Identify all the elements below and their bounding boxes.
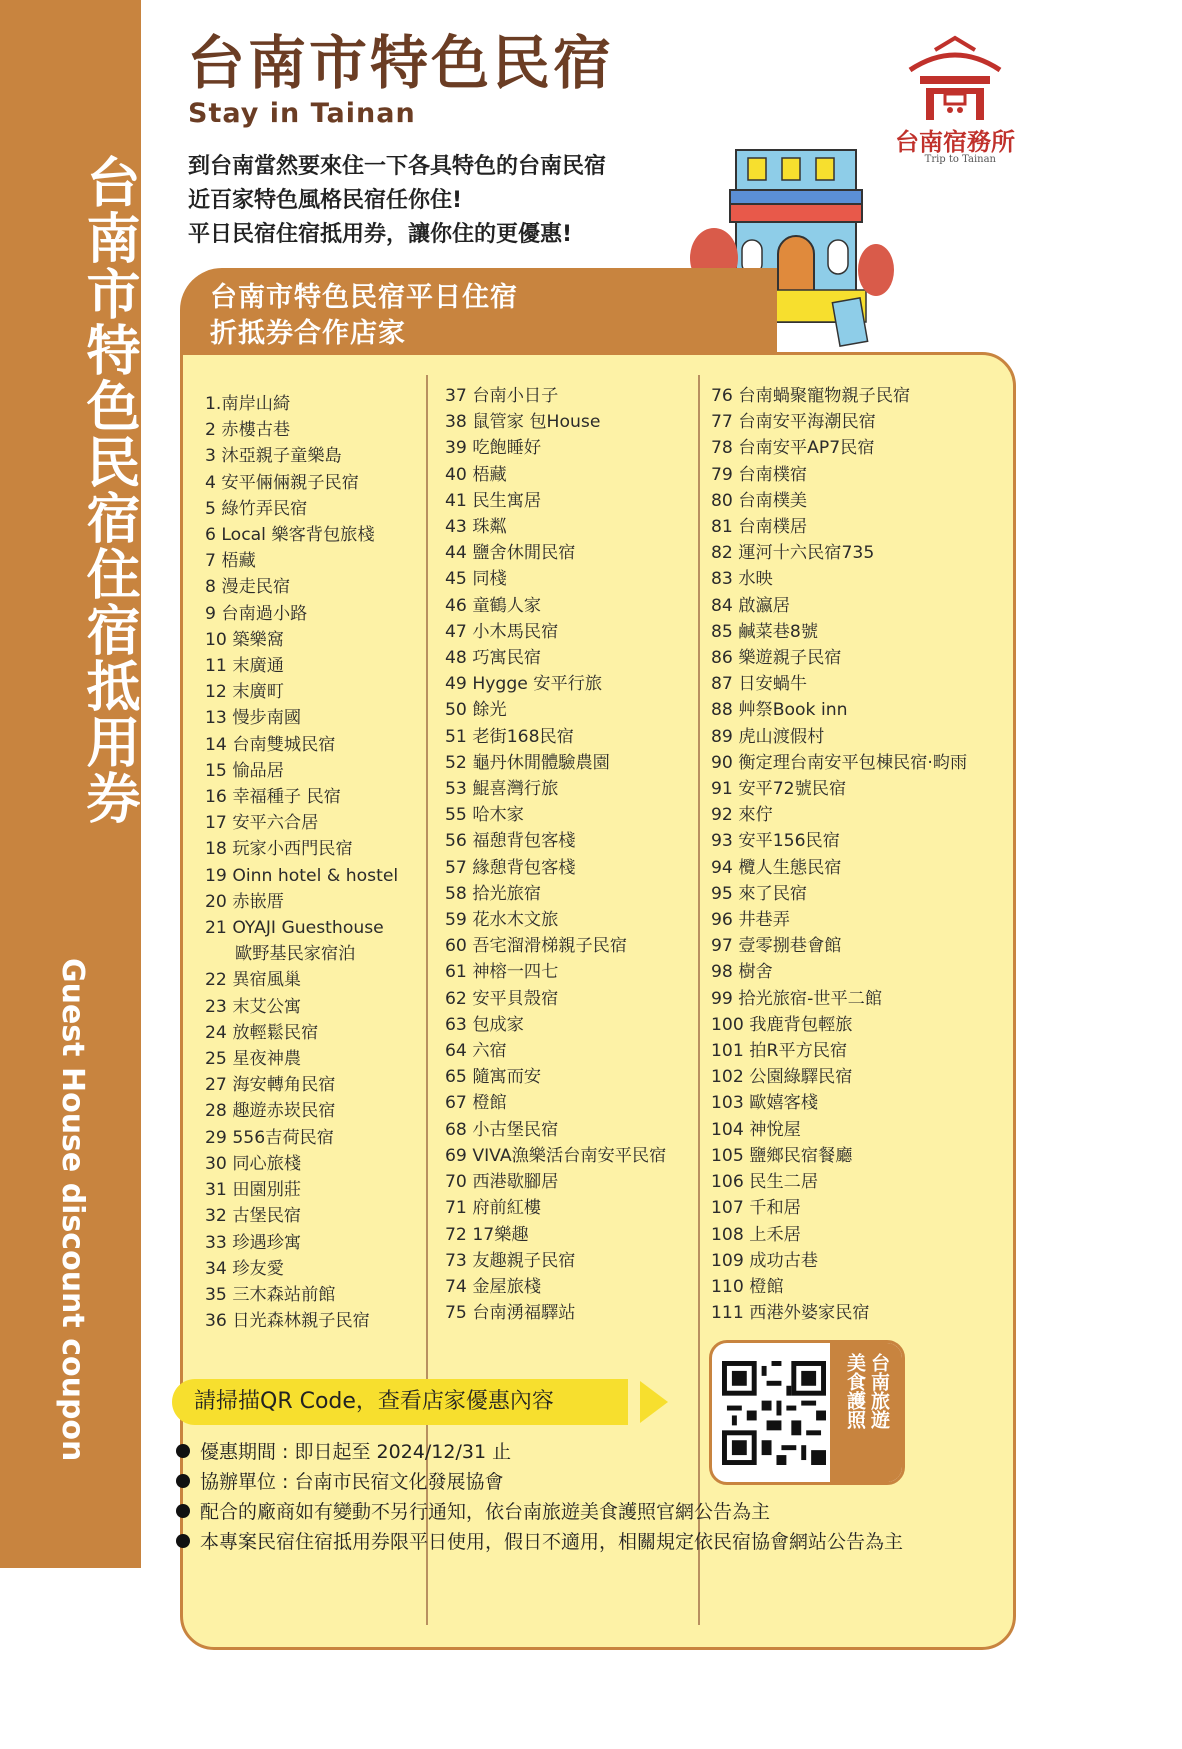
partner-item: 8 漫走民宿: [205, 577, 291, 598]
partner-item: 109 成功古巷: [711, 1250, 819, 1271]
partner-item: 82 運河十六民宿735: [711, 543, 875, 564]
partner-item: 61 神榕一四七: [445, 962, 559, 983]
partner-column-1: [205, 391, 425, 1334]
partner-item: 11 末廣通: [205, 656, 284, 677]
partner-item: 108 上禾居: [711, 1224, 801, 1245]
partner-item: 92 來佇: [711, 805, 773, 826]
partner-item: 23 末艾公寓: [205, 996, 302, 1017]
partner-item: 6 Local 樂客背包旅棧: [205, 525, 375, 546]
partner-item: 85 鹹菜巷8號: [711, 621, 819, 642]
partner-item: 24 放輕鬆民宿: [205, 1022, 319, 1043]
partner-item: 77 台南安平海潮民宿: [711, 412, 876, 433]
partner-item: 3 沐亞親子童樂島: [205, 446, 342, 467]
partner-item: 56 福憩背包客棧: [445, 831, 576, 852]
notes-list: [176, 1437, 903, 1557]
partner-item: 18 玩家小西門民宿: [205, 839, 353, 860]
partner-item: 34 珍友愛: [205, 1258, 284, 1279]
partner-item: 49 Hygge 安平行旅: [445, 674, 603, 695]
partner-item: 96 井巷弄: [711, 910, 790, 931]
intro-line: 平日民宿住宿抵用券，讓你住的更優惠!: [188, 222, 573, 247]
passport-label-line: 台南旅遊: [868, 1353, 890, 1429]
note-item: [176, 1437, 903, 1467]
partner-column-2: [445, 383, 690, 1326]
partner-item: 1.南岸山綺: [205, 394, 291, 414]
partner-item: 63 包成家: [445, 1014, 524, 1035]
partner-item: 50 餘光: [445, 700, 507, 721]
partner-column-3: [711, 383, 1011, 1326]
bullet-icon: [176, 1474, 190, 1488]
partner-item: 27 海安轉角民宿: [205, 1075, 336, 1096]
partner-item: 72 17樂趣: [445, 1224, 529, 1245]
partner-item: 88 艸祭Book inn: [711, 700, 848, 721]
partner-item: 111 西港外婆家民宿: [711, 1303, 870, 1324]
partner-item: 83 水映: [711, 569, 773, 590]
partner-item: 79 台南樸宿: [711, 464, 808, 485]
partner-item: 12 末廣町: [205, 682, 284, 703]
note-item: [176, 1467, 903, 1497]
logo-text: 台南宿務所: [895, 127, 1015, 156]
qr-prompt-bar: [172, 1379, 628, 1425]
partner-item: 45 同棧: [445, 569, 507, 590]
partner-item: 97 壹零捌巷會館: [711, 936, 842, 957]
sidebar-subtitle: Guest House discount coupon: [55, 958, 90, 1462]
page-title: 台南市特色民宿: [187, 29, 615, 97]
intro-line: 近百家特色風格民宿任你住!: [188, 188, 463, 213]
qr-prompt-text: 請掃描QR Code，查看店家優惠內容: [194, 1389, 554, 1414]
partner-item: 76 台南蝸聚寵物親子民宿: [711, 386, 911, 406]
partner-item: 17 安平六合居: [205, 813, 319, 834]
partner-item: 16 幸福種子 民宿: [205, 787, 341, 808]
partner-item: 33 珍遇珍寓: [205, 1232, 302, 1253]
partner-item: 46 童鶴人家: [445, 595, 542, 616]
partner-item: 75 台南湧福驛站: [445, 1303, 576, 1324]
partner-item: 105 鹽鄉民宿餐廳: [711, 1145, 853, 1166]
partner-banner: [180, 268, 777, 354]
partner-item: 71 府前紅樓: [445, 1198, 542, 1219]
note-text: 優惠期間 : 即日起至 2024/12/31 止: [200, 1441, 512, 1463]
bullet-icon: [176, 1444, 190, 1458]
partner-item: 93 安平156民宿: [711, 831, 840, 852]
partner-item: 53 鯤喜灣行旅: [445, 779, 559, 800]
partner-item: 81 台南樸居: [711, 517, 808, 538]
partner-item: 21 OYAJI Guesthouse: [205, 918, 384, 939]
partner-item: 歐野基民家宿泊: [235, 944, 356, 965]
partner-item: 80 台南樸美: [711, 490, 808, 511]
partner-item: 99 拾光旅宿-世平二館: [711, 988, 883, 1009]
partner-item: 19 Oinn hotel & hostel: [205, 865, 399, 886]
partner-item: 51 老街168民宿: [445, 726, 574, 747]
partner-item: 60 吾宅溜滑梯親子民宿: [445, 936, 628, 957]
partner-item: 55 哈木家: [445, 805, 524, 826]
partner-item: 52 龜丹休閒體驗農園: [445, 752, 610, 773]
intro-text: [188, 150, 606, 252]
partner-item: 48 巧寓民宿: [445, 648, 542, 669]
partner-item: 40 梧藏: [445, 464, 507, 485]
partner-item: 9 台南過小路: [205, 603, 308, 624]
partner-item: 35 三木森站前館: [205, 1284, 336, 1305]
partner-item: 78 台南安平AP7民宿: [711, 438, 875, 459]
partner-item: 29 556吉荷民宿: [205, 1127, 334, 1148]
partner-item: 2 赤樓古巷: [205, 420, 291, 441]
banner-line: 折抵券合作店家: [210, 318, 406, 349]
partner-item: 36 日光森林親子民宿: [205, 1311, 370, 1332]
partner-item: 14 台南雙城民宿: [205, 734, 336, 755]
partner-item: 41 民生寓居: [445, 490, 542, 511]
sidebar: [0, 0, 141, 1568]
partner-item: 98 樹舍: [711, 962, 773, 983]
partner-item: 4 安平倆倆親子民宿: [205, 472, 359, 493]
note-text: 配合的廠商如有變動不另行通知，依台南旅遊美食護照官網公告為主: [200, 1501, 771, 1523]
partner-item: 89 虎山渡假村: [711, 726, 825, 747]
note-text: 本專案民宿住宿抵用券限平日使用，假日不適用，相關規定依民宿協會網站公告為主: [200, 1531, 904, 1553]
partner-item: 59 花水木文旅: [445, 910, 559, 931]
logo-subtext: Trip to Tainan: [924, 154, 996, 165]
partner-item: 69 VIVA漁樂活台南安平民宿: [445, 1145, 667, 1166]
partner-item: 10 築樂窩: [205, 629, 284, 650]
partner-item: 5 綠竹弄民宿: [205, 498, 308, 519]
partner-item: 13 慢步南國: [205, 708, 302, 729]
partner-item: 22 異宿風巢: [205, 970, 302, 991]
partner-item: 32 古堡民宿: [205, 1206, 302, 1227]
partner-item: 30 同心旅棧: [205, 1153, 302, 1174]
partner-item: 25 星夜神農: [205, 1049, 302, 1070]
partner-item: 68 小古堡民宿: [445, 1119, 559, 1140]
partner-item: 87 日安蝸牛: [711, 674, 808, 695]
note-item: [176, 1497, 903, 1527]
partner-item: 102 公園綠驛民宿: [711, 1067, 853, 1088]
partner-item: 73 友趣親子民宿: [445, 1250, 576, 1271]
partner-item: 58 拾光旅宿: [445, 883, 542, 904]
partner-item: 100 我鹿背包輕旅: [711, 1014, 853, 1035]
note-item: [176, 1527, 903, 1557]
partner-item: 106 民生二居: [711, 1172, 819, 1193]
partner-item: 67 橙館: [445, 1093, 507, 1114]
banner-line: 台南市特色民宿平日住宿: [210, 282, 518, 313]
partner-item: 86 樂遊親子民宿: [711, 648, 842, 669]
partner-item: 20 赤嵌厝: [205, 891, 284, 912]
bullet-icon: [176, 1534, 190, 1548]
partner-item: 95 來了民宿: [711, 883, 808, 904]
partner-item: 47 小木馬民宿: [445, 621, 559, 642]
partner-item: 84 啟瀛居: [711, 595, 790, 616]
partner-item: 57 緣憩背包客棧: [445, 857, 576, 878]
partner-item: 101 拍R平方民宿: [711, 1041, 848, 1062]
partner-item: 7 梧藏: [205, 551, 256, 572]
partner-item: 110 橙館: [711, 1276, 784, 1297]
partner-item: 31 田園別莊: [205, 1180, 302, 1201]
partner-item: 70 西港歇腳居: [445, 1172, 559, 1193]
partner-item: 107 千和居: [711, 1198, 801, 1219]
partner-item: 44 鹽舍休閒民宿: [445, 543, 576, 564]
partner-item: 91 安平72號民宿: [711, 779, 847, 800]
bullet-icon: [176, 1504, 190, 1518]
page-subtitle: Stay in Tainan: [188, 98, 416, 129]
partner-item: 38 鼠管家 包House: [445, 412, 601, 433]
intro-line: 到台南當然要來住一下各具特色的台南民宿: [188, 154, 607, 179]
partner-item: 15 愉品居: [205, 760, 284, 781]
partner-item: 104 神悅屋: [711, 1119, 801, 1140]
partner-item: 28 趣遊赤崁民宿: [205, 1101, 336, 1122]
partner-item: 37 台南小日子: [445, 386, 559, 406]
partner-item: 64 六宿: [445, 1041, 507, 1062]
note-text: 協辦單位 : 台南市民宿文化發展協會: [200, 1471, 504, 1493]
partner-item: 94 欖人生態民宿: [711, 857, 842, 878]
passport-label-line: 美食護照: [844, 1353, 866, 1429]
arrow-right-icon: [640, 1381, 668, 1423]
partner-item: 103 歐嬉客棧: [711, 1093, 819, 1114]
partner-item: 39 吃飽睡好: [445, 438, 542, 459]
partner-item: 90 衡定理台南安平包棟民宿‧畇雨: [711, 752, 968, 773]
sidebar-title: 台南市特色民宿住宿抵用券: [78, 154, 141, 826]
partner-item: 43 珠粼: [445, 517, 507, 538]
partner-item: 74 金屋旅棧: [445, 1276, 542, 1297]
partner-item: 62 安平貝殼宿: [445, 988, 559, 1009]
partner-item: 65 隨寓而安: [445, 1067, 542, 1088]
